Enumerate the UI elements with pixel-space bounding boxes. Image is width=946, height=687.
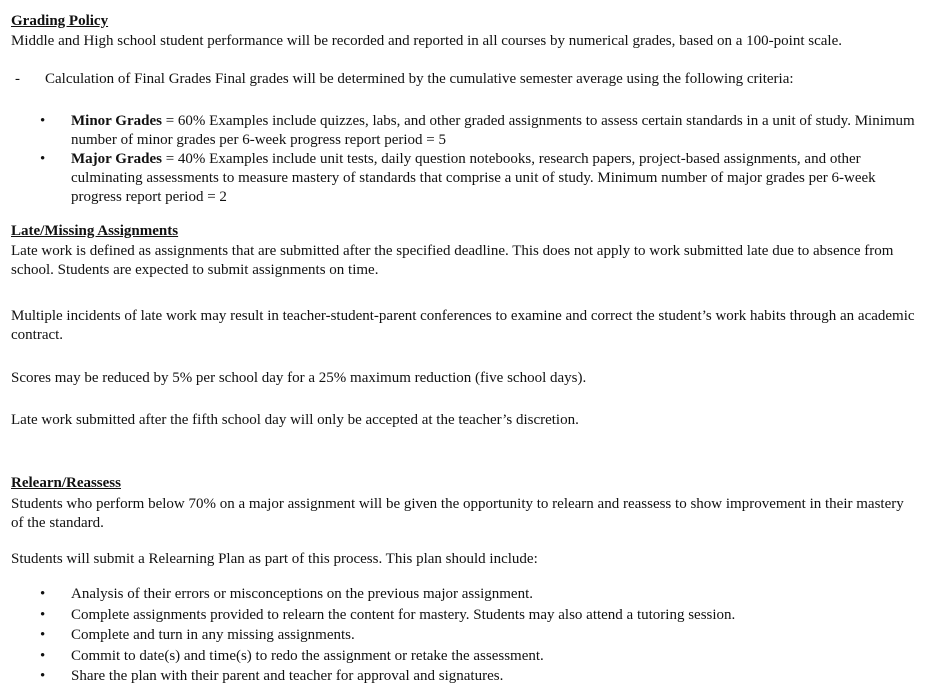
relearning-plan-list (0, 584, 946, 687)
plan-item-text: Complete and turn in any missing assignments. (71, 627, 355, 644)
bullet-icon: • (40, 627, 46, 644)
grade-criteria-list (0, 112, 946, 207)
calculation-row (11, 70, 916, 89)
relearn-heading: Relearn/Reassess (11, 475, 121, 491)
criteria-title: Major Grades (71, 151, 162, 167)
list-item (0, 584, 946, 605)
bullet-icon: • (40, 647, 46, 664)
bullet-icon: • (40, 586, 46, 602)
grading-policy-intro: Middle and High school student performance will be recorded and reported in all courses by numerical grades, based on a 100-point scale. (11, 33, 842, 49)
relearn-paragraph-2: Students will submit a Relearning Plan as part of this process. This plan should include: (11, 551, 538, 567)
criteria-text: = 60% Examples include quizzes, labs, and other graded assignments to assess certain standards in a unit of study. Minimum number of minor grades per 6-week progress report period = 5 (71, 113, 915, 148)
bullet-icon: • (40, 151, 46, 167)
dash-marker: - (15, 71, 20, 87)
bullet-icon: • (40, 113, 46, 129)
list-item (0, 666, 946, 687)
bullet-icon: • (40, 606, 46, 623)
plan-item-text: Complete assignments provided to relearn the content for mastery. Students may also attend a tutoring session. (71, 606, 736, 623)
bullet-icon: • (40, 668, 46, 685)
plan-item-text: Commit to date(s) and time(s) to redo the assignment or retake the assessment. (71, 647, 544, 664)
criteria-text: = 40% Examples include unit tests, daily question notebooks, research papers, project-based assignments, and other culminating assessments to measure mastery of standards that comprise a unit of study. Minimum number of major grades per 6-week progress report period = 2 (71, 151, 876, 205)
list-item (0, 646, 946, 667)
late-paragraph-2: Multiple incidents of late work may result in teacher-student-parent conferences to examine and correct the student’s work habits through an academic contract. (11, 308, 915, 343)
late-missing-heading: Late/Missing Assignments (11, 223, 179, 239)
list-item (0, 625, 946, 646)
late-paragraph-4: Late work submitted after the fifth school day will only be accepted at the teacher’s discretion. (11, 412, 579, 428)
calculation-text: Calculation of Final Grades Final grades will be determined by the cumulative semester average using the following criteria: (45, 71, 794, 87)
list-item (0, 605, 946, 626)
list-item (0, 112, 946, 150)
late-paragraph-3: Scores may be reduced by 5% per school day for a 25% maximum reduction (five school days). (11, 370, 587, 386)
plan-item-text: Analysis of their errors or misconceptions on the previous major assignment. (71, 586, 533, 602)
relearn-paragraph-1: Students who perform below 70% on a major assignment will be given the opportunity to relearn and reassess to show improvement in their mastery of the standard. (11, 496, 904, 531)
late-paragraph-1: Late work is defined as assignments that are submitted after the specified deadline. This does not apply to work submitted late due to absence from school. Students are expected to submit assignments on time. (11, 243, 894, 278)
grading-policy-heading: Grading Policy (11, 13, 109, 29)
criteria-title: Minor Grades (71, 113, 162, 129)
plan-item-text: Share the plan with their parent and teacher for approval and signatures. (71, 668, 504, 685)
list-item (0, 150, 946, 207)
